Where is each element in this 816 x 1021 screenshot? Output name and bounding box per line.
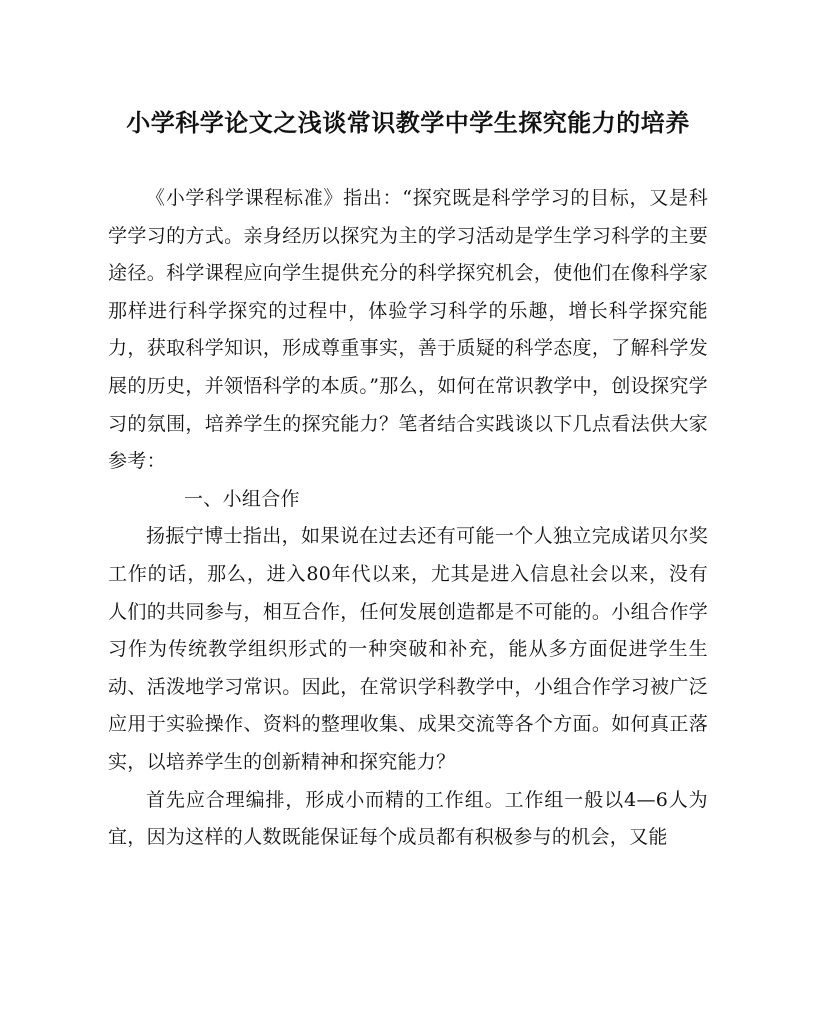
intro-paragraph: 《小学科学课程标准》指出：“探究既是科学学习的目标，又是科学学习的方式。亲身经历以探究为主的学习活动是学生学习科学的主要途径。科学课程应向学生提供充分的科学探究机会，使他们在像科学家那样进行科学探究的过程中，体验学习科学的乐趣，增长科学探究能力，获取科学知识，形成尊重事实，善于质疑的科学态度，了解科学发展的历史，并领悟科学的本质。”那么，如何在常识教学中，创设探究学习的氛围，培养学生的探究能力？笔者结合实践谈以下几点看法供大家参考： — [108, 187, 708, 473]
section-heading-group-cooperation: 一、小组合作 — [184, 487, 300, 510]
document-body — [108, 180, 708, 857]
body-paragraph: 首先应合理编排，形成小而精的工作组。工作组一般以4—6人为宜，因为这样的人数既能保证每个成员都有积极参与的机会，又能 — [108, 788, 708, 849]
document-title: 小学科学论文之浅谈常识教学中学生探究能力的培养 — [126, 108, 690, 137]
body-paragraph: 扬振宁博士指出，如果说在过去还有可能一个人独立完成诺贝尔奖工作的话，那么，进入80年代以来，尤其是进入信息社会以来，没有人们的共同参与，相互合作，任何发展创造都是不可能的。小组合作学习作为传统教学组织形式的一种突破和补充，能从多方面促进学生生动、活泼地学习常识。因此，在常识学科教学中，小组合作学习被广泛应用于实验操作、资料的整理收集、成果交流等各个方面。如何真正落实，以培养学生的创新精神和探究能力？ — [108, 525, 708, 773]
